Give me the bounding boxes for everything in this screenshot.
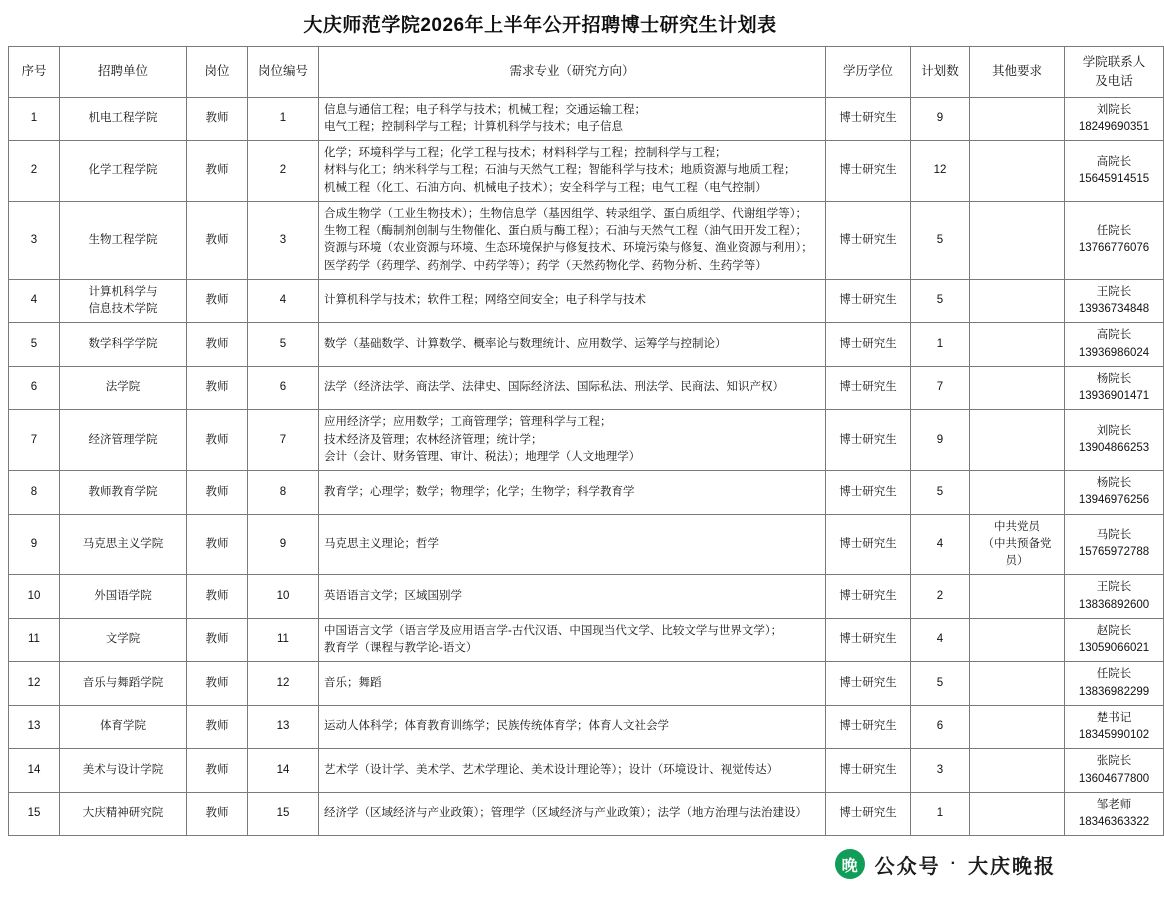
cell-index: 2 bbox=[9, 141, 60, 202]
contact-name: 杨院长 bbox=[1096, 372, 1132, 385]
cell-major bbox=[319, 575, 826, 619]
cell-count: 4 bbox=[911, 514, 970, 575]
cell-index: 10 bbox=[9, 575, 60, 619]
cell-other bbox=[970, 662, 1065, 706]
cell-unit: 大庆精神研究院 bbox=[60, 792, 187, 836]
cell-contact bbox=[1065, 575, 1164, 619]
cell-degree: 博士研究生 bbox=[826, 471, 911, 515]
cell-major bbox=[319, 279, 826, 323]
cell-major bbox=[319, 618, 826, 662]
cell-degree: 博士研究生 bbox=[826, 618, 911, 662]
table-row bbox=[9, 323, 1164, 367]
table-body bbox=[9, 97, 1164, 836]
cell-contact bbox=[1065, 749, 1164, 793]
cell-degree: 博士研究生 bbox=[826, 514, 911, 575]
cell-post: 教师 bbox=[187, 366, 248, 410]
table-row bbox=[9, 705, 1164, 749]
contact-name: 杨院长 bbox=[1096, 477, 1132, 489]
cell-index: 5 bbox=[9, 323, 60, 367]
table-row bbox=[9, 97, 1164, 141]
contact-phone: 13766776076 bbox=[1078, 242, 1150, 255]
contact-name: 王院长 bbox=[1096, 285, 1132, 298]
cell-post-no: 10 bbox=[248, 575, 319, 619]
cell-post: 教师 bbox=[187, 514, 248, 575]
cell-post: 教师 bbox=[187, 201, 248, 279]
cell-degree: 博士研究生 bbox=[826, 662, 911, 706]
contact-name: 邹老师 bbox=[1096, 798, 1132, 811]
cell-post: 教师 bbox=[187, 323, 248, 367]
cell-other-line: （中共预备党员） bbox=[982, 537, 1052, 567]
cell-major-line: 生物工程（酶制剂创制与生物催化、蛋白质与酶工程）；石油与天然气工程（油气田开发工程）； bbox=[324, 225, 807, 237]
table-row bbox=[9, 514, 1164, 575]
cell-post-no: 15 bbox=[248, 792, 319, 836]
table-header-row bbox=[9, 47, 1164, 98]
cell-other bbox=[970, 366, 1065, 410]
cell-major-line: 化学；环境科学与工程；化学工程与技术；材料科学与工程；控制科学与工程； bbox=[324, 147, 727, 159]
contact-name: 任院长 bbox=[1096, 668, 1132, 681]
cell-other bbox=[970, 575, 1065, 619]
watermark-logo-icon: 晚 bbox=[835, 849, 865, 879]
cell-count: 9 bbox=[911, 410, 970, 471]
cell-other bbox=[970, 471, 1065, 515]
page-title: 大庆师范学院2026年上半年公开招聘博士研究生计划表 bbox=[303, 15, 777, 36]
cell-index: 6 bbox=[9, 366, 60, 410]
cell-major bbox=[319, 662, 826, 706]
table-row bbox=[9, 792, 1164, 836]
contact-phone: 13604677800 bbox=[1078, 772, 1150, 785]
cell-major bbox=[319, 366, 826, 410]
cell-other bbox=[970, 97, 1065, 141]
cell-major-line: 应用经济学；应用数学；工商管理学；管理科学与工程； bbox=[324, 416, 612, 429]
cell-other bbox=[970, 749, 1065, 793]
contact-phone: 13936901471 bbox=[1078, 390, 1150, 402]
contact-name: 高院长 bbox=[1096, 329, 1132, 342]
contact-phone: 13936986024 bbox=[1078, 346, 1150, 359]
cell-post-no: 1 bbox=[248, 97, 319, 141]
cell-post-no: 6 bbox=[248, 366, 319, 410]
cell-unit: 美术与设计学院 bbox=[60, 749, 187, 793]
contact-name: 赵院长 bbox=[1096, 624, 1132, 637]
cell-other bbox=[970, 618, 1065, 662]
cell-unit: 体育学院 bbox=[60, 705, 187, 749]
cell-post-no: 8 bbox=[248, 471, 319, 515]
cell-index: 4 bbox=[9, 279, 60, 323]
cell-unit: 文学院 bbox=[60, 618, 187, 662]
contact-name: 张院长 bbox=[1096, 755, 1132, 768]
cell-other-line: 中共党员 bbox=[994, 520, 1040, 533]
cell-unit: 化学工程学院 bbox=[60, 141, 187, 202]
cell-major-line: 信息与通信工程；电子科学与技术；机械工程；交通运输工程； bbox=[324, 103, 646, 116]
table-row bbox=[9, 366, 1164, 410]
watermark-account: 大庆晚报 bbox=[968, 855, 1056, 878]
cell-contact bbox=[1065, 514, 1164, 575]
cell-unit: 马克思主义学院 bbox=[60, 514, 187, 575]
table-row bbox=[9, 618, 1164, 662]
table-row bbox=[9, 141, 1164, 202]
col-header-contact-line1: 学院联系人 bbox=[1082, 55, 1146, 69]
cell-post-no: 2 bbox=[248, 141, 319, 202]
cell-other bbox=[970, 410, 1065, 471]
cell-count: 2 bbox=[911, 575, 970, 619]
cell-major-line: 经济学（区域经济与产业政策）；管理学（区域经济与产业政策）；法学（地方治理与法治建设） bbox=[324, 807, 807, 820]
col-header-post: 岗位 bbox=[187, 47, 248, 98]
table-row bbox=[9, 662, 1164, 706]
cell-major-line: 材料与化工；纳米科学与工程；石油与天然气工程；智能科学与技术；地质资源与地质工程； bbox=[324, 164, 796, 177]
contact-phone: 13946976256 bbox=[1078, 494, 1150, 507]
cell-major-line: 医学药学（药理学、药剂学、中药学等）；药学（天然药物化学、药物分析、生药学等） bbox=[324, 259, 767, 272]
cell-unit bbox=[60, 279, 187, 323]
cell-post-no: 14 bbox=[248, 749, 319, 793]
cell-contact bbox=[1065, 618, 1164, 662]
cell-major-line: 艺术学（设计学、美术学、艺术学理论、美术设计理论等）；设计（环境设计、视觉传达） bbox=[324, 763, 779, 776]
cell-contact bbox=[1065, 279, 1164, 323]
cell-unit: 机电工程学院 bbox=[60, 97, 187, 141]
contact-name: 任院长 bbox=[1096, 225, 1132, 237]
cell-post: 教师 bbox=[187, 705, 248, 749]
cell-index: 14 bbox=[9, 749, 60, 793]
col-header-other: 其他要求 bbox=[970, 47, 1065, 98]
cell-count: 3 bbox=[911, 749, 970, 793]
cell-index: 15 bbox=[9, 792, 60, 836]
cell-other bbox=[970, 705, 1065, 749]
contact-phone: 15645914515 bbox=[1078, 172, 1150, 185]
cell-post: 教师 bbox=[187, 410, 248, 471]
cell-major-line: 教育学；心理学；数学；物理学；化学；生物学；科学教育学 bbox=[324, 485, 635, 498]
cell-unit: 外国语学院 bbox=[60, 575, 187, 619]
cell-post-no: 5 bbox=[248, 323, 319, 367]
cell-other bbox=[970, 279, 1065, 323]
cell-other bbox=[970, 792, 1065, 836]
cell-unit: 生物工程学院 bbox=[60, 201, 187, 279]
cell-count: 5 bbox=[911, 279, 970, 323]
contact-name: 马院长 bbox=[1096, 529, 1132, 542]
cell-post: 教师 bbox=[187, 575, 248, 619]
recruitment-plan-table bbox=[8, 46, 1164, 836]
cell-index: 12 bbox=[9, 662, 60, 706]
cell-contact bbox=[1065, 662, 1164, 706]
cell-count: 5 bbox=[911, 471, 970, 515]
cell-index: 3 bbox=[9, 201, 60, 279]
cell-count: 5 bbox=[911, 662, 970, 706]
cell-degree: 博士研究生 bbox=[826, 410, 911, 471]
cell-major-line: 技术经济及管理；农林经济管理；统计学； bbox=[324, 433, 543, 446]
cell-major-line: 马克思主义理论；哲学 bbox=[324, 537, 439, 550]
cell-count: 4 bbox=[911, 618, 970, 662]
col-header-post-no: 岗位编号 bbox=[248, 47, 319, 98]
contact-name: 刘院长 bbox=[1096, 103, 1132, 116]
cell-major bbox=[319, 410, 826, 471]
cell-post-no: 13 bbox=[248, 705, 319, 749]
cell-unit-line: 信息技术学院 bbox=[88, 303, 158, 315]
cell-post: 教师 bbox=[187, 471, 248, 515]
cell-contact bbox=[1065, 410, 1164, 471]
cell-post: 教师 bbox=[187, 792, 248, 836]
cell-post: 教师 bbox=[187, 618, 248, 662]
cell-post: 教师 bbox=[187, 141, 248, 202]
cell-contact bbox=[1065, 366, 1164, 410]
cell-degree: 博士研究生 bbox=[826, 141, 911, 202]
cell-contact bbox=[1065, 97, 1164, 141]
watermark-label: 公众号 bbox=[874, 855, 941, 878]
cell-unit: 音乐与舞蹈学院 bbox=[60, 662, 187, 706]
cell-major-line: 机械工程（化工、石油方向、机械电子技术）；安全科学与工程；电气工程（电气控制） bbox=[324, 181, 767, 194]
cell-index: 13 bbox=[9, 705, 60, 749]
table-row bbox=[9, 410, 1164, 471]
cell-index: 1 bbox=[9, 97, 60, 141]
cell-major-line: 中国语言文学（语言学及应用语言学-古代汉语、中国现当代文学、比较文学与世界文学）； bbox=[324, 624, 783, 637]
contact-phone: 15765972788 bbox=[1078, 546, 1150, 559]
cell-count: 6 bbox=[911, 705, 970, 749]
col-header-index: 序号 bbox=[9, 47, 60, 98]
cell-index: 7 bbox=[9, 410, 60, 471]
cell-degree: 博士研究生 bbox=[826, 366, 911, 410]
cell-major bbox=[319, 201, 826, 279]
cell-major bbox=[319, 141, 826, 202]
col-header-unit: 招聘单位 bbox=[60, 47, 187, 98]
cell-degree: 博士研究生 bbox=[826, 792, 911, 836]
contact-name: 刘院长 bbox=[1096, 424, 1132, 437]
cell-degree: 博士研究生 bbox=[826, 749, 911, 793]
cell-major bbox=[319, 323, 826, 367]
col-header-degree: 学历学位 bbox=[826, 47, 911, 98]
contact-phone: 18345990102 bbox=[1078, 729, 1150, 741]
contact-name: 楚书记 bbox=[1096, 711, 1132, 724]
col-header-major: 需求专业（研究方向） bbox=[319, 47, 826, 98]
cell-post-no: 11 bbox=[248, 618, 319, 662]
cell-major bbox=[319, 514, 826, 575]
watermark-separator: · bbox=[950, 855, 958, 872]
cell-post: 教师 bbox=[187, 97, 248, 141]
cell-count: 1 bbox=[911, 323, 970, 367]
contact-name: 高院长 bbox=[1096, 155, 1132, 168]
cell-index: 11 bbox=[9, 618, 60, 662]
cell-count: 5 bbox=[911, 201, 970, 279]
table-row bbox=[9, 749, 1164, 793]
cell-major-line: 会计（会计、财务管理、审计、税法）；地理学（人文地理学） bbox=[324, 450, 641, 463]
contact-phone: 13836892600 bbox=[1078, 598, 1150, 611]
cell-count: 7 bbox=[911, 366, 970, 410]
cell-contact bbox=[1065, 141, 1164, 202]
cell-unit: 法学院 bbox=[60, 366, 187, 410]
table-row bbox=[9, 201, 1164, 279]
cell-major-line: 英语语言文学；区域国别学 bbox=[324, 589, 462, 602]
cell-post-no: 3 bbox=[248, 201, 319, 279]
cell-post-no: 9 bbox=[248, 514, 319, 575]
cell-index: 9 bbox=[9, 514, 60, 575]
cell-contact bbox=[1065, 471, 1164, 515]
cell-post: 教师 bbox=[187, 662, 248, 706]
contact-phone: 13836982299 bbox=[1078, 685, 1150, 698]
watermark bbox=[825, 843, 1066, 885]
contact-name: 王院长 bbox=[1096, 581, 1132, 594]
col-header-contact-line2: 及电话 bbox=[1095, 73, 1133, 88]
cell-contact bbox=[1065, 323, 1164, 367]
cell-major bbox=[319, 749, 826, 793]
cell-unit: 数学科学学院 bbox=[60, 323, 187, 367]
cell-post: 教师 bbox=[187, 749, 248, 793]
cell-contact bbox=[1065, 201, 1164, 279]
cell-other bbox=[970, 514, 1065, 575]
cell-count: 9 bbox=[911, 97, 970, 141]
cell-other bbox=[970, 201, 1065, 279]
cell-major bbox=[319, 97, 826, 141]
cell-major-line: 数学（基础数学、计算数学、概率论与数理统计、应用数学、运筹学与控制论） bbox=[324, 337, 727, 350]
cell-major-line: 教育学（课程与教学论-语文） bbox=[324, 642, 478, 654]
cell-degree: 博士研究生 bbox=[826, 575, 911, 619]
cell-major-line: 法学（经济法学、商法学、法律史、国际经济法、国际私法、刑法学、民商法、知识产权） bbox=[324, 381, 784, 394]
cell-unit: 经济管理学院 bbox=[60, 410, 187, 471]
cell-major bbox=[319, 792, 826, 836]
cell-degree: 博士研究生 bbox=[826, 201, 911, 279]
cell-degree: 博士研究生 bbox=[826, 705, 911, 749]
cell-major-line: 计算机科学与技术；软件工程；网络空间安全；电子科学与技术 bbox=[324, 294, 646, 307]
col-header-count: 计划数 bbox=[911, 47, 970, 98]
table-row bbox=[9, 279, 1164, 323]
cell-post-no: 7 bbox=[248, 410, 319, 471]
cell-major-line: 合成生物学（工业生物技术）；生物信息学（基因组学、转录组学、蛋白质组学、代谢组学等）； bbox=[324, 207, 807, 220]
cell-major-line: 运动人体科学；体育教育训练学；民族传统体育学；体育人文社会学 bbox=[324, 720, 669, 733]
cell-major bbox=[319, 705, 826, 749]
cell-post: 教师 bbox=[187, 279, 248, 323]
cell-contact bbox=[1065, 705, 1164, 749]
cell-unit: 教师教育学院 bbox=[60, 471, 187, 515]
cell-major-line: 电气工程；控制科学与工程；计算机科学与技术；电子信息 bbox=[324, 120, 623, 133]
contact-phone: 18249690351 bbox=[1078, 120, 1150, 133]
contact-phone: 13904866253 bbox=[1078, 442, 1150, 455]
cell-major-line: 音乐；舞蹈 bbox=[324, 676, 382, 689]
cell-count: 1 bbox=[911, 792, 970, 836]
cell-post-no: 4 bbox=[248, 279, 319, 323]
cell-degree: 博士研究生 bbox=[826, 279, 911, 323]
table-header bbox=[9, 47, 1164, 98]
cell-index: 8 bbox=[9, 471, 60, 515]
contact-phone: 18346363322 bbox=[1078, 816, 1150, 828]
cell-unit-line: 计算机科学与 bbox=[88, 285, 158, 298]
cell-post-no: 12 bbox=[248, 662, 319, 706]
cell-other bbox=[970, 141, 1065, 202]
cell-degree: 博士研究生 bbox=[826, 323, 911, 367]
contact-phone: 13059066021 bbox=[1078, 642, 1150, 654]
cell-other bbox=[970, 323, 1065, 367]
table-row bbox=[9, 575, 1164, 619]
col-header-contact bbox=[1065, 47, 1164, 98]
cell-degree: 博士研究生 bbox=[826, 97, 911, 141]
cell-major bbox=[319, 471, 826, 515]
cell-contact bbox=[1065, 792, 1164, 836]
contact-phone: 13936734848 bbox=[1078, 303, 1150, 315]
cell-major-line: 资源与环境（农业资源与环境、生态环境保护与修复技术、环境污染与修复、渔业资源与利用）； bbox=[324, 242, 813, 255]
table-row bbox=[9, 471, 1164, 515]
cell-count: 12 bbox=[911, 141, 970, 202]
